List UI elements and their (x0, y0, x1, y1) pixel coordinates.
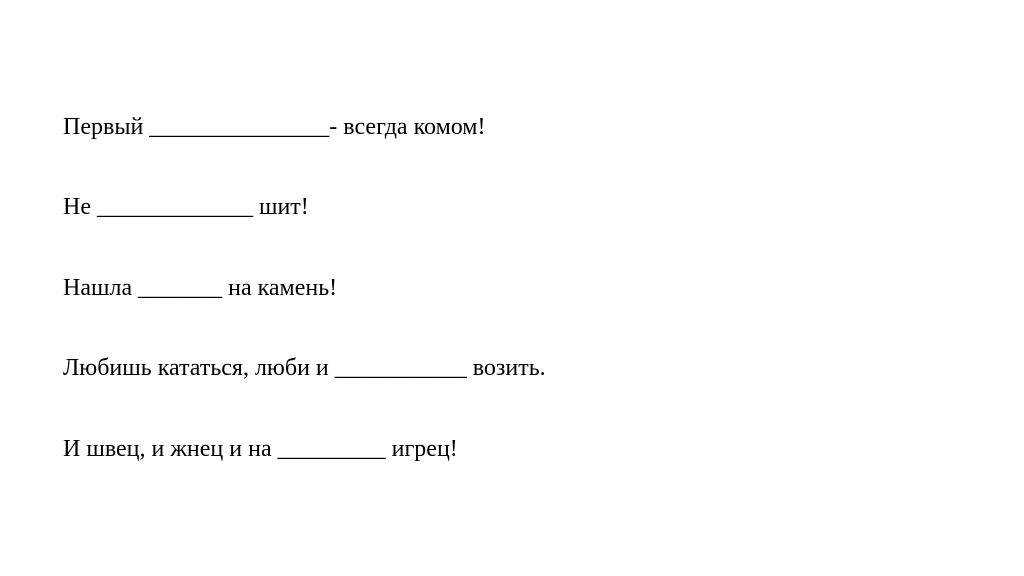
proverb-line-4: Любишь кататься, люби и ___________ возить. (63, 355, 546, 381)
proverb-line-3: Нашла _______ на камень! (63, 275, 338, 301)
proverb-line-5: И швец, и жнец и на _________ игрец! (63, 436, 458, 462)
proverb-line-2: Не _____________ шит! (63, 194, 309, 220)
proverb-line-1: Первый _______________- всегда комом! (63, 114, 486, 140)
